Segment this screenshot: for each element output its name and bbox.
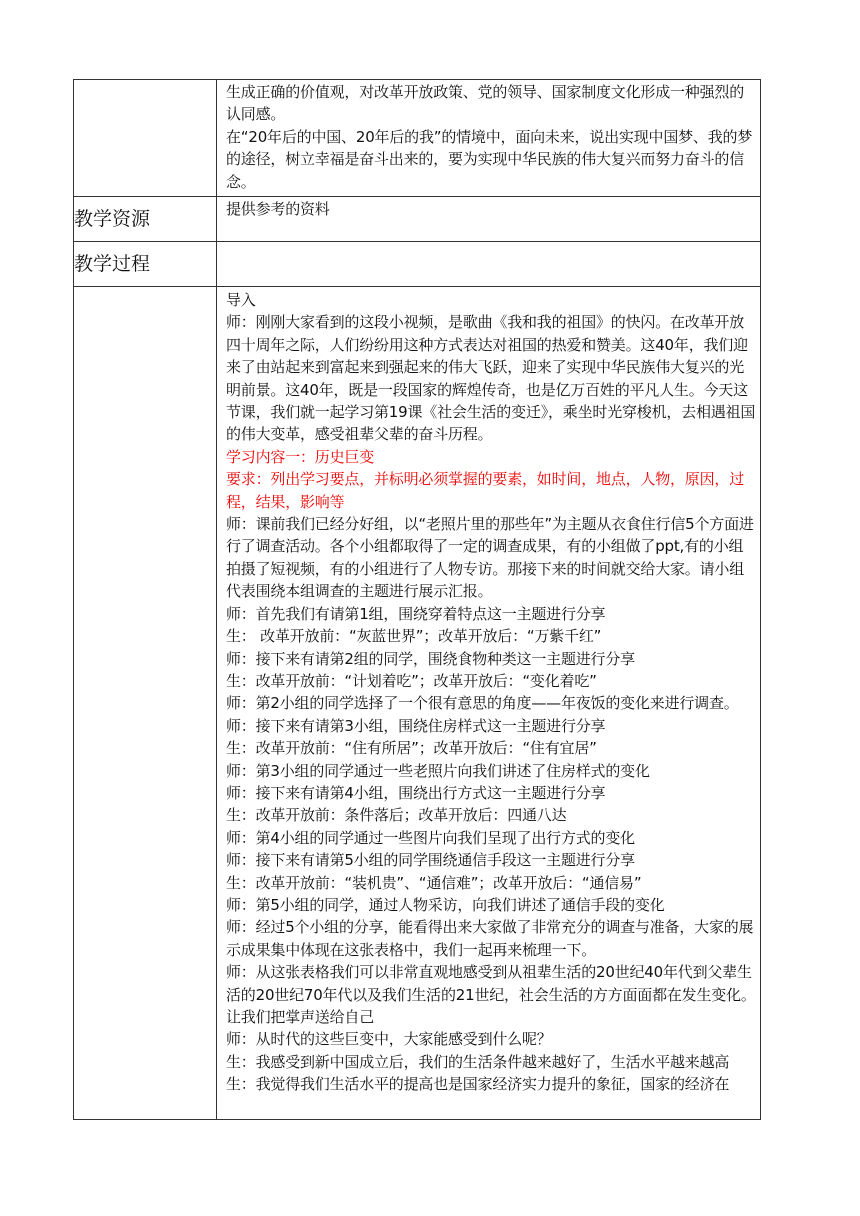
lesson-paragraph: 生： 改革开放前：“灰蓝世界”；改革开放后：“万紫千红”	[226, 627, 602, 646]
resources-content: 提供参考的资料	[226, 200, 330, 218]
lesson-paragraph: 师：接下来有请第2组的同学，围绕食物种类这一主题进行分享	[226, 649, 635, 668]
lesson-paragraph: 师：经过5个小组的分享，能看得出来大家做了非常充分的调查与准备，大家的展示成果集中体现在这张表格中，我们一起再来梳理一下。	[226, 918, 754, 959]
lesson-body-row	[74, 287, 761, 1120]
objectives-content-cell	[217, 80, 761, 197]
lesson-paragraph: 师：接下来有请第4小组，围绕出行方式这一主题进行分享	[226, 783, 606, 802]
lesson-paragraph: 生：改革开放前：条件落后；改革开放后：四通八达	[226, 806, 567, 825]
lesson-paragraph: 师：第3小组的同学通过一些老照片向我们讲述了住房样式的变化	[226, 761, 650, 780]
lesson-body	[217, 287, 760, 1096]
lesson-paragraph: 师：从这张表格我们可以非常直观地感受到从祖辈生活的20世纪40年代到父辈生活的20世纪70年代以及我们生活的21世纪，社会生活的方方面面都在发生变化。 让我们把掌声送给自己	[226, 963, 756, 1026]
process-content-cell	[217, 242, 761, 287]
objectives-paragraph: 生成正确的价值观，对改革开放政策、党的领导、国家制度文化形成一种强烈的认同感。	[226, 83, 745, 124]
objectives-paragraph: 在“20年后的中国、20年后的我”的情境中，面向未来，说出实现中国梦、我的梦的途径，树立幸福是奋斗出来的，要为实现中华民族的伟大复兴而努力奋斗的信念。	[226, 127, 753, 191]
objectives-label-cell	[74, 80, 217, 197]
lesson-paragraph: 师：从时代的这些巨变中，大家能感受到什么呢？	[226, 1030, 552, 1049]
resources-label: 教学资源	[74, 197, 217, 242]
resources-row	[74, 197, 761, 242]
lesson-paragraph: 生：改革开放前：“装机贵”、“通信难”；改革开放后：“通信易”	[226, 873, 642, 892]
objectives-row	[74, 80, 761, 197]
resources-content-cell	[217, 197, 761, 242]
lesson-paragraph: 师：接下来有请第5小组的同学围绕通信手段这一主题进行分享	[226, 851, 635, 870]
lesson-paragraph: 师：接下来有请第3小组，围绕住房样式这一主题进行分享	[226, 716, 606, 735]
lesson-paragraph: 师：第5小组的同学，通过人物采访，向我们讲述了通信手段的变化	[226, 895, 665, 914]
lesson-plan-table	[73, 79, 761, 1120]
lesson-body-content-cell	[217, 287, 761, 1120]
lesson-paragraph: 师：第2小组的同学选择了一个很有意思的角度——年夜饭的变化来进行调查。	[226, 694, 739, 713]
lesson-paragraph: 师：刚刚大家看到的这段小视频，是歌曲《我和我的祖国》的快闪。在改革开放四十周年之际，人们纷纷用这种方式表达对祖国的热爱和赞美。这40年，我们迎来了由站起来到富起来到强起来的伟大飞跃，迎来了实现中华民族伟大复兴的光明前景。这40年，既是一段国家的辉煌传奇，也是亿万百姓的平凡人生。今天这节课，我们就一起学习第19课《社会生活的变迁》，乘坐时光穿梭机，去相遇祖国的伟大变革，感受祖辈父辈的奋斗历程。	[226, 313, 756, 444]
lesson-paragraph: 生：改革开放前：“计划着吃”；改革开放后：“变化着吃”	[226, 671, 597, 690]
lesson-paragraph: 师：第4小组的同学通过一些图片向我们呈现了出行方式的变化	[226, 828, 635, 847]
lesson-paragraph: 师：首先我们有请第1组，围绕穿着特点这一主题进行分享	[226, 604, 606, 623]
lesson-requirement-text: 学习内容一：历史巨变	[226, 447, 375, 466]
lesson-paragraph: 师：课前我们已经分好组，以“老照片里的那些年”为主题从衣食住行信5个方面进行了调查活动。各个小组都取得了一定的调查成果，有的小组做了ppt,有的小组拍摄了短视频，有的小组进行了人物专访。那接下来的时间就交给大家。请小组代表围绕本组调查的主题进行展示汇报。	[226, 515, 754, 601]
lesson-paragraph: 生：改革开放前：“住有所居”；改革开放后：“住有宜居”	[226, 739, 597, 758]
lesson-body-label-cell	[74, 287, 217, 1120]
lesson-paragraph: 生：我感受到新中国成立后，我们的生活条件越来越好了，生活水平越来越高	[226, 1052, 730, 1071]
process-row	[74, 242, 761, 287]
process-label: 教学过程	[74, 242, 217, 287]
lesson-paragraph: 导入	[226, 291, 256, 309]
lesson-requirement-text: 要求：列出学习要点，并标明必须掌握的要素，如时间，地点，人物，原因，过程，结果，影响等	[226, 470, 745, 511]
lesson-paragraph: 生：我觉得我们生活水平的提高也是国家经济实力提升的象征，国家的经济在	[226, 1075, 730, 1094]
